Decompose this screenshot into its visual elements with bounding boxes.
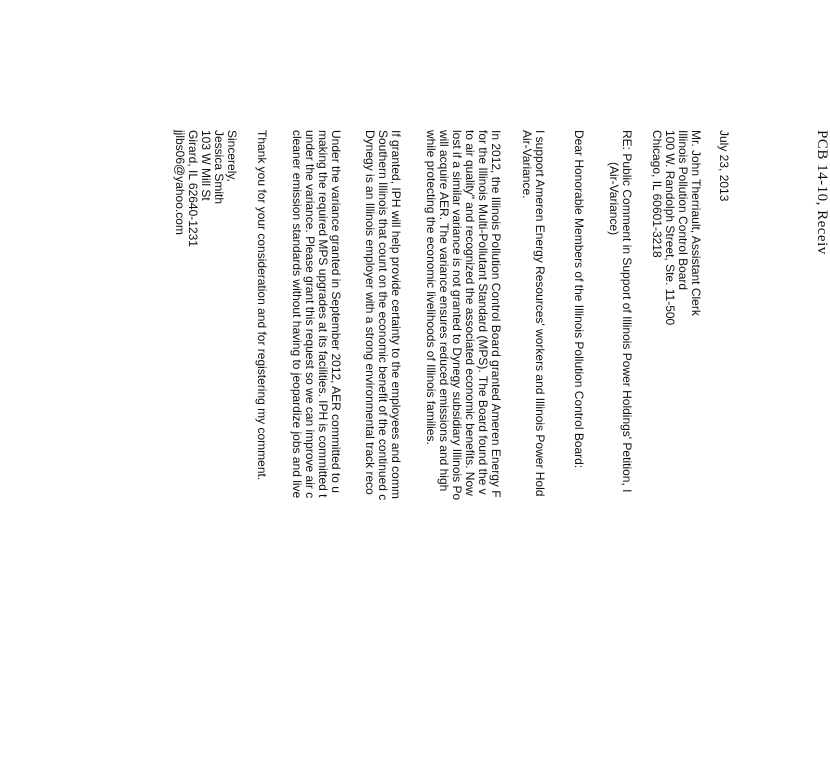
subject-text: (Air-Variance) — [607, 162, 621, 236]
paragraph-line: making the required MPS upgrades at its facilities. IPH is committed t — [316, 130, 330, 498]
paragraph-line: I support Ameren Energy Resources' workers and Illinois Power Hold — [533, 130, 547, 497]
paragraph-line: will acquire AER. The variance ensures reduced emissions and high — [437, 130, 451, 492]
paragraph-line: Dynegy is an Illinois employer with a strong environmental track reco — [363, 130, 377, 495]
signature-line: jjlbs06@yahoo.com — [173, 130, 187, 235]
signature-line: Jessica Smith — [212, 130, 226, 205]
salutation: Dear Honorable Members of the Illinois Pollution Control Board: — [572, 130, 586, 469]
scanned-letter-page — [170, 130, 830, 770]
signature-line: Girard, IL 62640-1231 — [186, 130, 200, 247]
recipient-line: Mr. John Therriault, Assistant Clerk — [689, 130, 703, 316]
signature-line: Sincerely, — [225, 130, 239, 182]
subject-line — [607, 130, 633, 492]
paragraph-line: In 2012, the Illinois Pollution Control Board granted Ameren Energy F — [489, 130, 503, 498]
paragraph-line: Air-Variance. — [520, 130, 534, 199]
recipient-line: Chicago, IL 60601-3218 — [650, 130, 664, 258]
paragraph-line: for the Illinois Multi-Pollutant Standard (MPS). The Board found the v — [476, 130, 490, 495]
paragraph-line: lost if a similar variance is not granted to Dynegy subsidiary Illinois Po — [450, 130, 464, 501]
paragraph-line: Southern Illinois that count on the economic benefit of the continued c — [376, 130, 390, 501]
paragraph-line: Under the variance granted in September 2012, AER committed to u — [329, 130, 343, 493]
recipient-line: Illinois Pollution Control Board — [676, 130, 690, 291]
signature-block — [173, 130, 238, 247]
paragraph-line: If granted, IPH will help provide certainty to the employees and comm — [389, 130, 403, 499]
paragraph-certainty — [363, 130, 402, 500]
letter-date: July 23, 2013 — [717, 130, 731, 202]
recipient-line: 100 W. Randolph Street, Ste. 11-500 — [663, 130, 677, 326]
subject-text: RE: Public Comment in Support of Illinois Power Holdings' Petition, I — [620, 130, 634, 493]
paragraph-line: under the variance. Please grant this request so we can improve air c — [303, 130, 317, 499]
paragraph-line: to air quality" and recognized the associated economic benefits. Now — [463, 130, 477, 496]
paragraph-line: cleaner emission standards without having to jeopardize jobs and live — [290, 130, 304, 499]
closing-thanks: Thank you for your consideration and for registering my comment. — [255, 130, 269, 481]
paragraph-line: while protecting the economic livelihoods of Illinois families. — [424, 130, 438, 445]
paragraph-support — [520, 130, 546, 496]
recipient-address — [650, 130, 702, 325]
paragraph-commitment — [290, 130, 342, 498]
filing-stamp: PCB 14-10, Receiv — [814, 130, 830, 255]
signature-line: 103 W Mill St — [199, 130, 213, 201]
paragraph-background — [424, 130, 502, 500]
